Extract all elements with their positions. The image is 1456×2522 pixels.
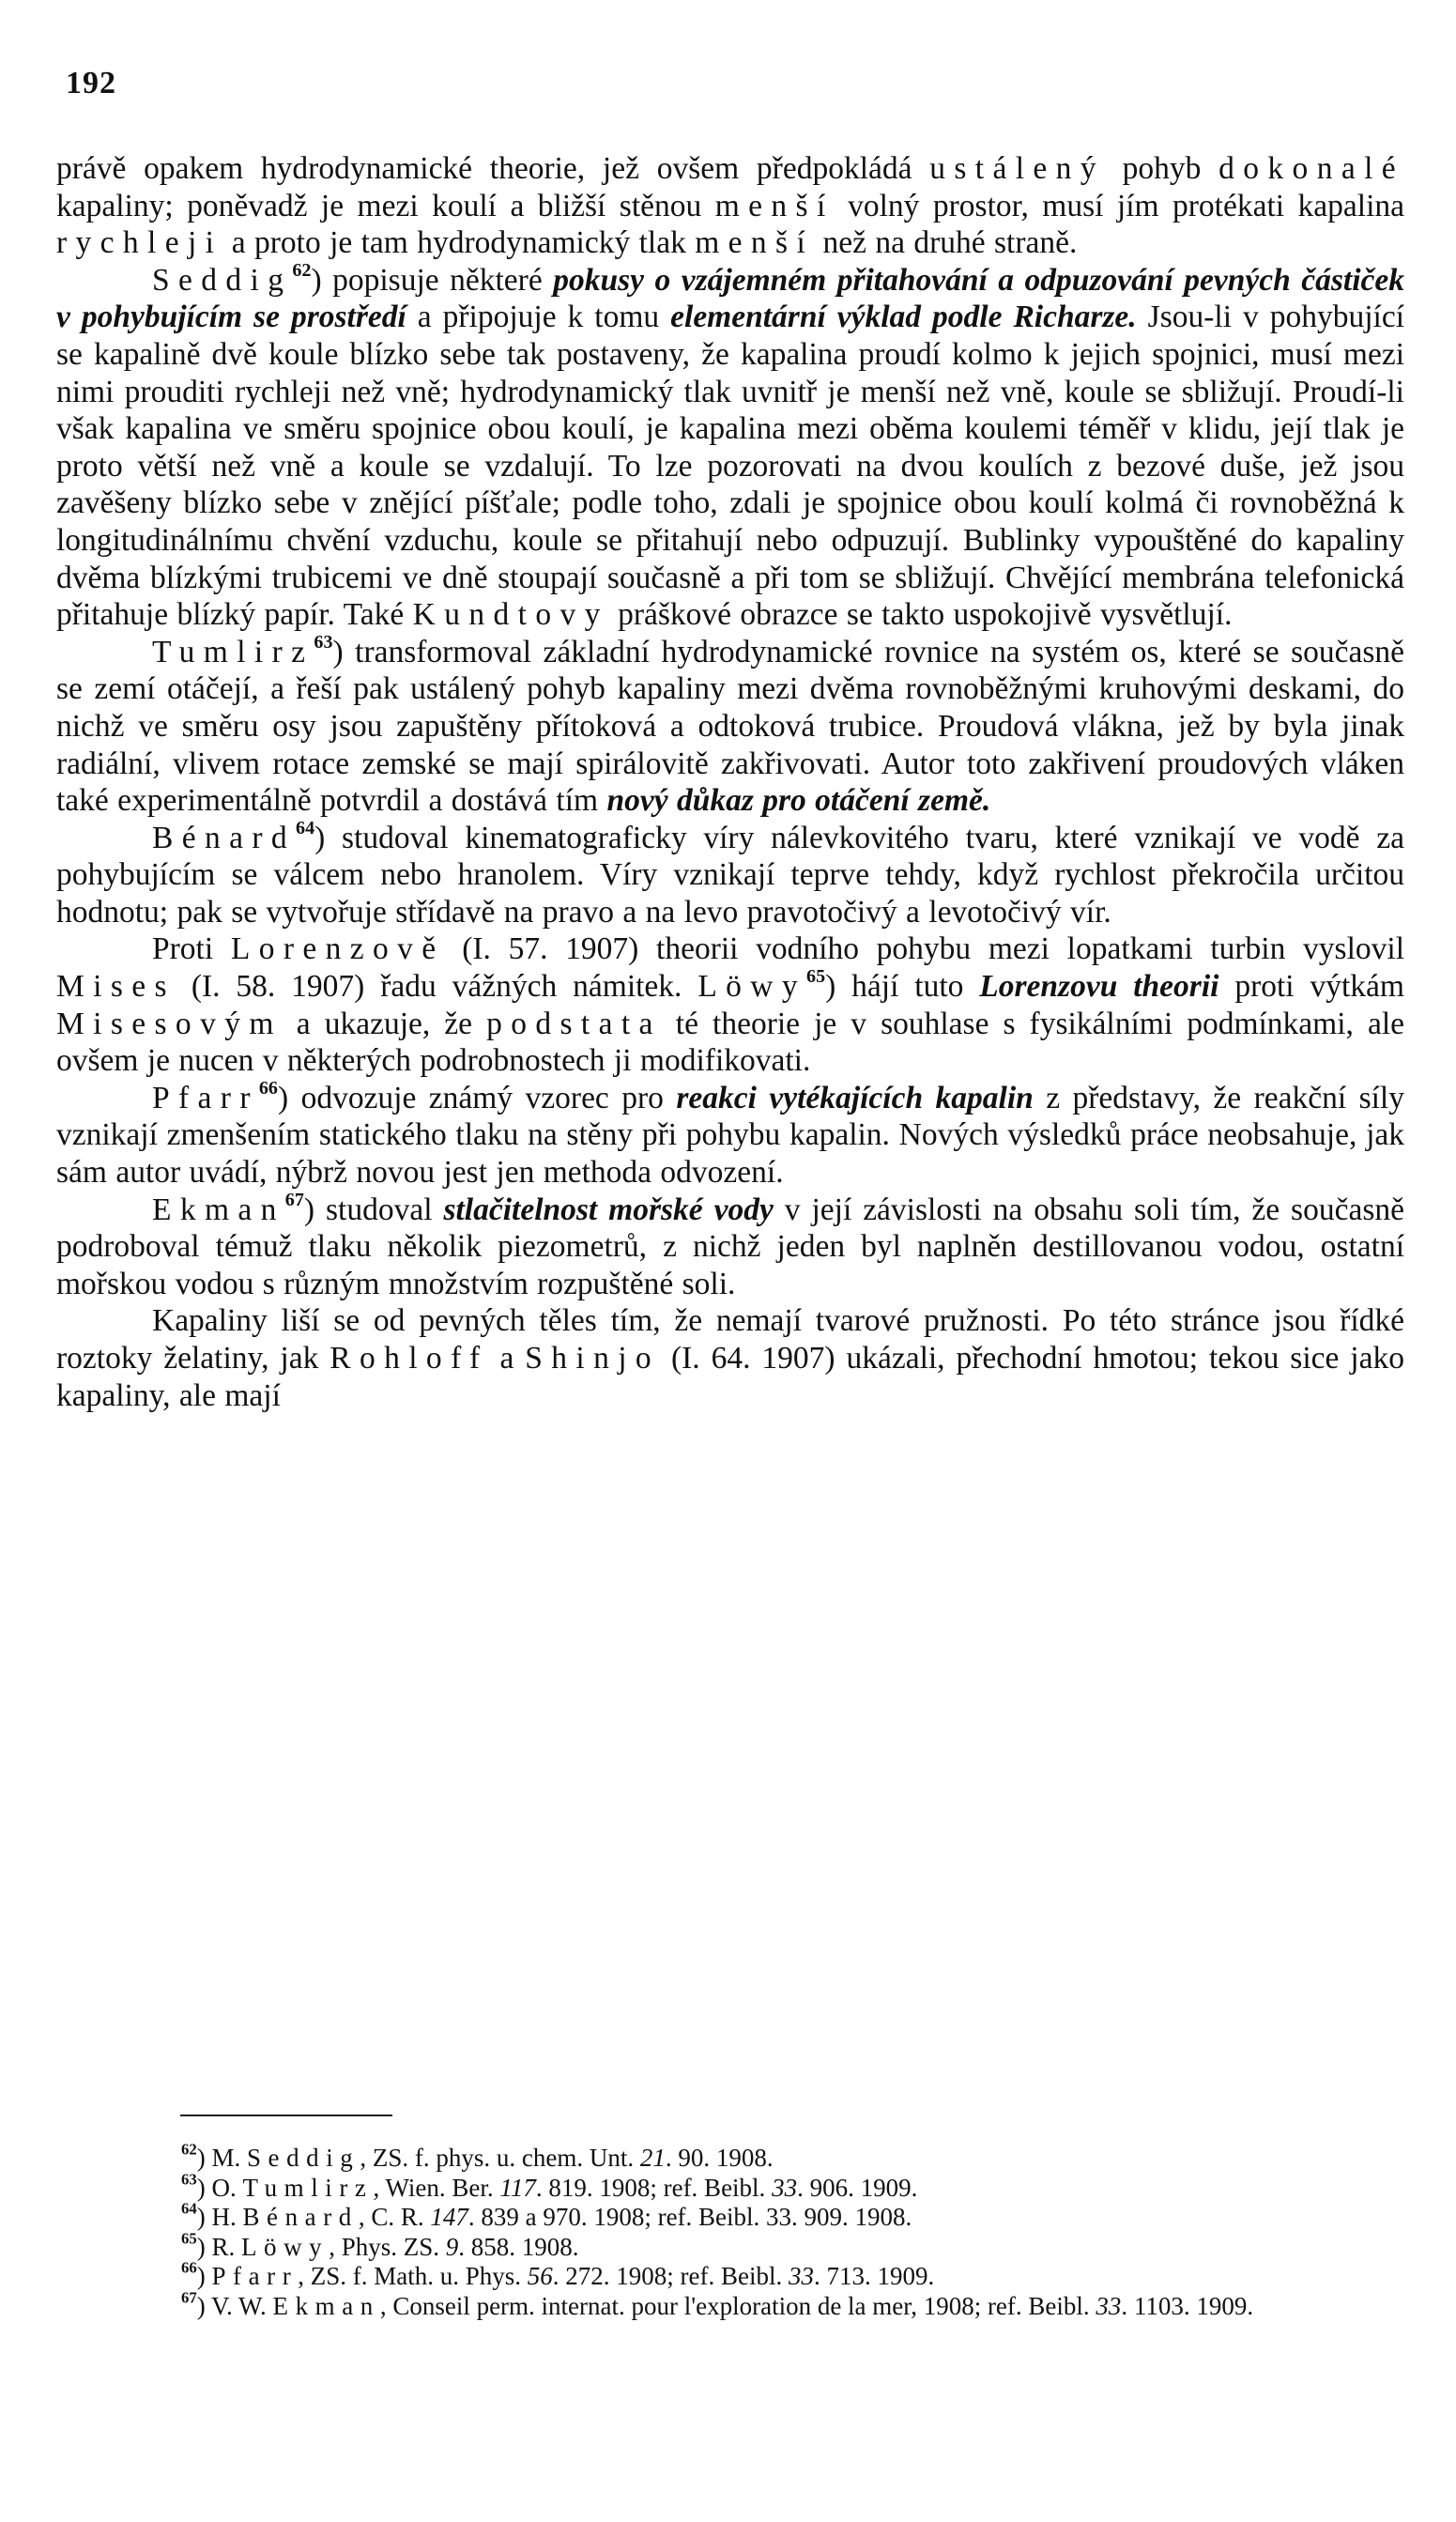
text-run: . 858. 1908.: [458, 2232, 579, 2261]
footnote-ref: 64: [296, 817, 315, 838]
volume-number: 147: [430, 2203, 468, 2232]
volume-number: 33: [1096, 2291, 1122, 2320]
text-run: , Conseil perm. internat. pour l'exploration de la mer, 1908; ref. Beibl.: [379, 2291, 1096, 2320]
volume-number: 56: [527, 2262, 553, 2291]
spaced-name: Seddig: [152, 262, 293, 298]
footnote: [52, 2229, 1400, 2263]
spaced-name: Lorenzově: [230, 931, 445, 967]
footnote-ref: 67: [284, 1189, 304, 1210]
spaced-name: Misesovým: [56, 1006, 283, 1041]
text-run: kapaliny; poněvadž je mezi koulí a bližší stěnou: [56, 188, 715, 223]
paragraph: [56, 1302, 1404, 1414]
text-run: ) M.: [196, 2144, 247, 2172]
paragraph: [56, 259, 1405, 634]
text-run: , ZS. f. Math. u. Phys.: [298, 2262, 528, 2291]
spaced-name: Pfarr: [152, 1080, 259, 1115]
emphasis: elementární výklad podle Richarze.: [670, 300, 1137, 335]
text-run: . 906. 1909.: [797, 2173, 918, 2202]
footnotes: [52, 2140, 1400, 2322]
spaced-name: Rohloff: [330, 1341, 489, 1376]
paragraph: [56, 930, 1404, 1079]
footnote: [52, 2199, 1400, 2233]
paragraph: [56, 1077, 1404, 1192]
text-run: volný prostor, musí jím protékati kapalina: [834, 188, 1405, 223]
text-run: . 819. 1908; ref. Beibl.: [535, 2173, 773, 2202]
text-run: a: [488, 1341, 526, 1376]
text-run: ) O.: [196, 2173, 243, 2202]
text-run: . 1103. 1909.: [1121, 2291, 1254, 2320]
text-run: ) transformoval základní hydrodynamické rovnice na systém os, které se současně se zemí otáčejí, a řeší pak ustálený pohyb kapaliny mezi dvěma rovnoběžnými kruhovými deskami, do nichž ve směru osy jsou zapuštěny přítoková a odtoková trubice. Proudová vlákna, jež by byla jinak radiální, vlivem rotace zemské se mají spirálovitě zakřivovati. Autor toto zakřivení proudových vláken také experimentálně potvrdil a dostává tím: [56, 634, 1404, 819]
spaced-name: Ekman: [272, 2291, 380, 2320]
text-run: ) popisuje některé: [311, 262, 554, 298]
volume-number: 21: [639, 2144, 666, 2172]
paragraph: [56, 631, 1404, 820]
text-run: proti výtkám: [1218, 969, 1404, 1005]
footnote-ref: 63: [181, 2170, 197, 2189]
emphasis: pokusy o vzájemném přitahování a odpuzování pevných částiček v pohybujícím se prostředí: [56, 262, 1405, 335]
emphasis: nový důkaz pro otáčení země.: [606, 783, 991, 819]
text-run: Proti: [152, 931, 231, 967]
spaced-name: ustálený: [929, 151, 1105, 186]
text-run: ) R.: [196, 2232, 241, 2261]
volume-number: 33: [772, 2173, 798, 2202]
text-run: a připojuje k tomu: [406, 300, 671, 335]
text-run: té theorie je v souhlase s fysikálními podmínkami, ale ovšem je nucen v některých podrobnostech ji modifikovati.: [56, 1006, 1404, 1079]
spaced-name: podstata: [486, 1006, 662, 1041]
footnote-ref: 63: [314, 631, 333, 653]
spaced-name: Tumlirz: [242, 2173, 374, 2202]
text-run: Kapaliny liší se od pevných těles tím, že nemají tvarové pružnosti. Po této stránce jsou řídké roztoky želatiny, jak: [56, 1303, 1404, 1376]
text-run: ) studoval kinematograficky víry nálevkovitého tvaru, které vznikají ve vodě za pohybujícím se válcem nebo hranolem. Víry vznikají teprve tehdy, když rychlost překročila určitou hodnotu; pak se vytvořuje střídavě na pravo a na levo pravotočivý a levotočivý vír.: [56, 820, 1404, 930]
text-run: v její závislosti na obsahu soli tím, že současně podroboval témuž tlaku několik piezometrů, z nichž jeden byl naplněn destillovanou vodou, ostatní mořskou vodou s různým množstvím rozpuštěné soli.: [56, 1192, 1404, 1301]
footnote-ref: 66: [181, 2258, 197, 2277]
footnote: [52, 2170, 1400, 2204]
spaced-name: Bénard: [242, 2203, 359, 2232]
text-run: , C. R.: [358, 2203, 431, 2232]
text-run: a proto je tam hydrodynamický tlak: [222, 225, 696, 261]
text-run: práškové obrazce se takto uspokojivě vysvětlují.: [608, 597, 1233, 633]
text-run: ) H.: [196, 2203, 243, 2232]
text-run: ) hájí tuto: [825, 969, 980, 1005]
text-run: ) studoval: [303, 1192, 444, 1227]
paragraph: [56, 1189, 1404, 1303]
page-number: 192: [66, 66, 116, 100]
text-run: a ukazuje, že: [282, 1006, 487, 1041]
emphasis: reakci vytékajících kapalin: [676, 1080, 1034, 1115]
spaced-name: Pfarr: [211, 2262, 299, 2291]
text-run: , Phys. ZS.: [329, 2232, 446, 2261]
text-run: právě opakem hydrodynamické theorie, jež ovšem předpokládá: [56, 151, 930, 186]
spaced-name: Bénard: [152, 820, 297, 855]
footnote-ref: 67: [181, 2288, 197, 2307]
spaced-name: Löwy: [697, 969, 807, 1005]
paragraph: [56, 817, 1404, 931]
footnote: [52, 2140, 1400, 2174]
spaced-name: Ekman: [152, 1192, 285, 1227]
text-run: pohyb: [1104, 151, 1219, 186]
text-run: (I. 57. 1907) theorii vodního pohybu mezi lopatkami turbin vyslovil: [444, 931, 1404, 967]
spaced-name: menší: [714, 188, 835, 223]
text-run: . 839 a 970. 1908; ref. Beibl. 33. 909. 1908.: [467, 2203, 912, 2232]
spaced-name: Kundtovy: [412, 597, 609, 633]
text-run: ) V. W.: [196, 2291, 273, 2320]
footnote-ref: 65: [806, 966, 826, 987]
text-run: (I. 58. 1907) řadu vážných námitek.: [175, 969, 698, 1005]
text-run: Jsou-li v pohybující se kapalině dvě koule blízko sebe tak postaveny, že kapalina proudí kolmo k jejich spojnici, musí mezi nimi prouditi rychleji než vně; hydrodynamický tlak uvnitř je menší než vně, koule se sbližují. Proudí-li však kapalina ve směru spojnice obou koulí, je kapalina mezi oběma koulemi téměř v klidu, její tlak je proto větší než vně a koule se vzdalují. To lze pozorovati na dvou koulích z bezové duše, jež jsou zavěšeny blízko sebe v znějící píšťale; podle toho, zdali je spojnice obou koulí kolmá či rovnoběžná k longitudinálnímu chvění vzduchu, koule se přitahují nebo odpuzují. Bublinky vypouštěné do kapaliny dvěma blízkými trubicemi ve dně stoupají současně a při tom se sbližují. Chvějící membrána telefonická přitahuje blízký papír. Také: [56, 300, 1405, 633]
footnote: [52, 2288, 1400, 2322]
volume-number: 33: [789, 2262, 815, 2291]
spaced-name: Löwy: [240, 2232, 330, 2261]
text-run: než na druhé straně.: [814, 225, 1078, 261]
footnote-ref: 66: [258, 1077, 278, 1099]
text-run: ) odvozuje známý vzorec pro: [277, 1080, 677, 1115]
spaced-name: dokonalé: [1218, 151, 1405, 186]
footnote: [52, 2258, 1400, 2292]
footnote-ref: 64: [181, 2199, 197, 2218]
text-run: z představy, že reakční síly vznikají zmenšením statického tlaku na stěny při pohybu kapalin. Nových výsledků práce neobsahuje, jak sám autor uvádí, nýbrž novou jest jen methoda odvození.: [56, 1080, 1404, 1191]
volume-number: 117: [499, 2173, 536, 2202]
text-run: . 272. 1908; ref. Beibl.: [552, 2262, 789, 2291]
paragraph: [56, 150, 1404, 262]
text-run: . 713. 1909.: [814, 2262, 935, 2291]
emphasis: Lorenzovu theorii: [979, 969, 1219, 1005]
text-run: , ZS. f. phys. u. chem. Unt.: [360, 2144, 640, 2172]
spaced-name: Shinjo: [525, 1341, 661, 1376]
footnote-ref: 62: [292, 259, 312, 281]
spaced-name: Mises: [56, 969, 176, 1005]
spaced-name: Tumlirz: [152, 634, 314, 669]
footnote-divider: [180, 2114, 392, 2116]
spaced-name: rychleji: [56, 225, 223, 261]
footnote-ref: 65: [181, 2229, 197, 2248]
text-run: (I. 64. 1907) ukázali, přechodní hmotou; tekou sice jako kapaliny, ale mají: [56, 1341, 1404, 1413]
text-run: ): [196, 2262, 212, 2291]
text-run: . 90. 1908.: [665, 2144, 774, 2172]
emphasis: stlačitelnost mořské vody: [443, 1192, 774, 1227]
footnote-ref: 62: [181, 2140, 197, 2159]
volume-number: 9: [445, 2232, 459, 2261]
text-run: , Wien. Ber.: [373, 2173, 500, 2202]
spaced-name: Seddig: [246, 2144, 360, 2172]
spaced-name: menší: [695, 225, 815, 261]
main-text: [56, 150, 1404, 1414]
